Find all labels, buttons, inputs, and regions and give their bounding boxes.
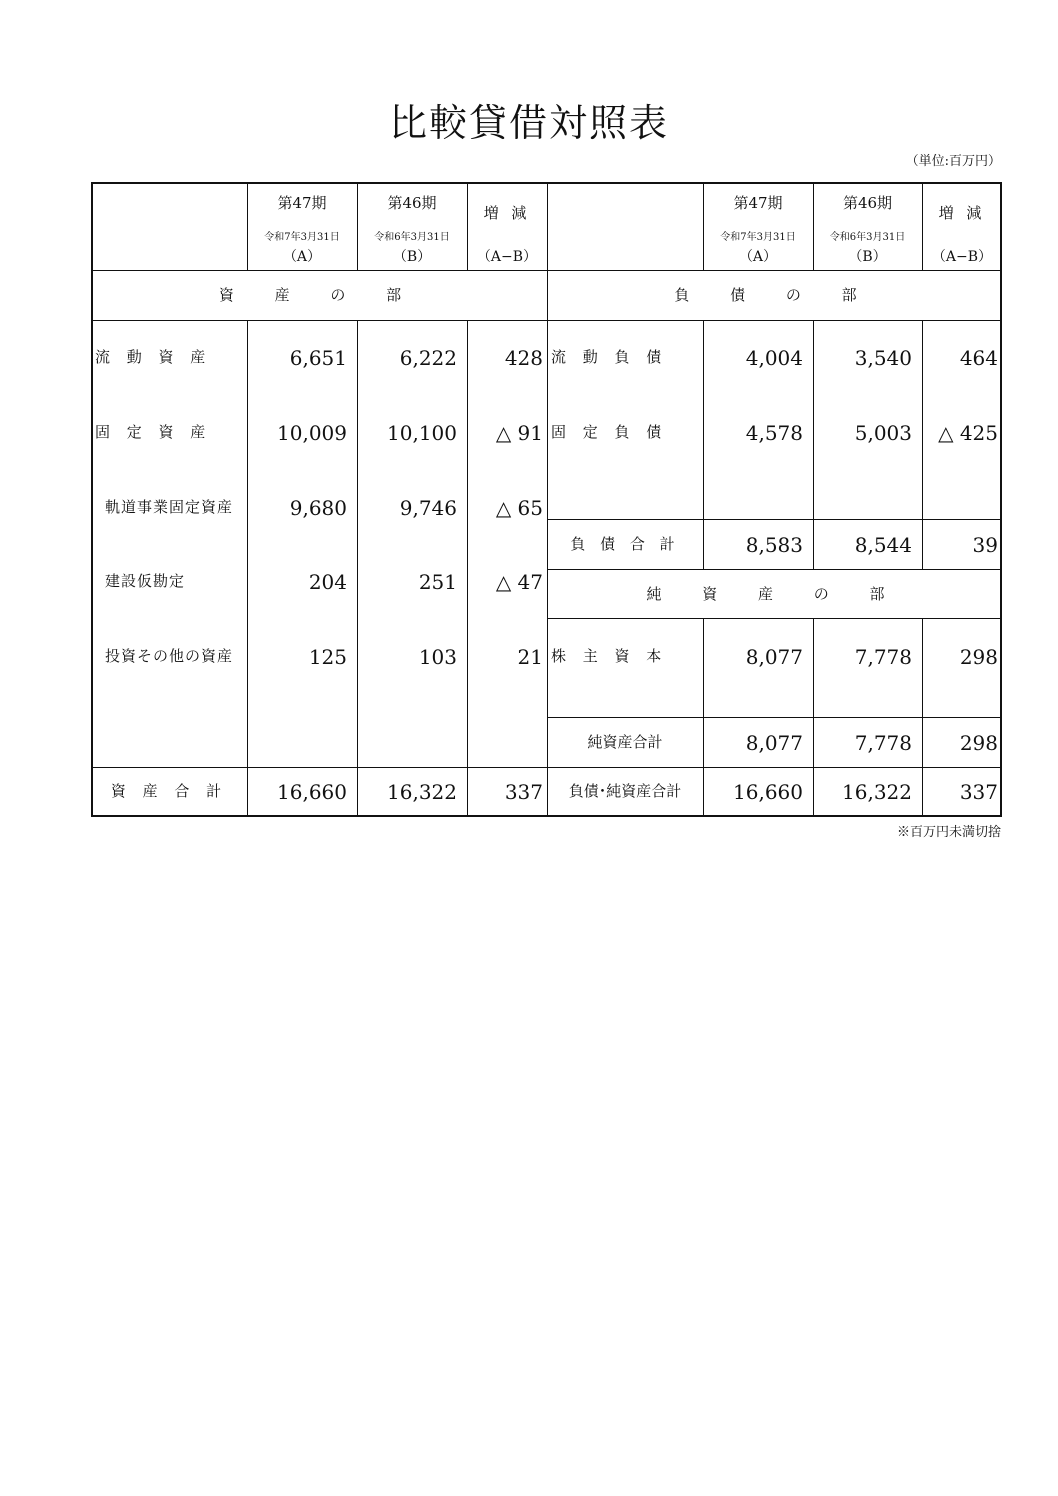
asset-value-current: 9,680	[289, 496, 347, 520]
equity-value-current: 8,077	[745, 645, 803, 669]
asset-label: 建設仮勘定	[105, 572, 186, 590]
date-label: 令和7年3月31日	[264, 232, 340, 243]
header-current-period	[247, 182, 357, 270]
assets-total-previous: 16,322	[387, 780, 457, 804]
row-divider	[547, 519, 1002, 520]
liability-label: 固 定 負 債	[551, 423, 668, 441]
header-previous-period	[813, 182, 922, 270]
row-divider	[547, 618, 1002, 619]
asset-value-current: 10,009	[277, 421, 347, 445]
column-symbol: （A−B）	[931, 249, 993, 265]
asset-value-current: 125	[308, 645, 347, 669]
column-symbol: （A）	[738, 249, 778, 265]
equity-value-difference: 298	[959, 645, 998, 669]
period-label: 第46期	[842, 194, 893, 212]
equity-label: 株 主 資 本	[551, 647, 668, 665]
section-assets: 資 産 の 部	[218, 286, 420, 304]
asset-value-difference: △ 91	[495, 421, 543, 445]
assets-total-label: 資 産 合 計	[110, 782, 228, 800]
asset-value-previous: 9,746	[399, 496, 457, 520]
difference-label: 増 減	[938, 204, 986, 222]
section-liabilities: 負 債 の 部	[674, 286, 875, 304]
asset-value-previous: 103	[418, 645, 457, 669]
net-assets-total-label: 純資産合計	[587, 733, 663, 751]
asset-value-difference: △ 47	[495, 570, 543, 594]
column-symbol: （B）	[848, 249, 887, 265]
asset-value-difference: 428	[504, 346, 543, 370]
date-label: 令和7年3月31日	[720, 232, 796, 243]
header-difference	[467, 182, 547, 270]
asset-label: 軌道事業固定資産	[105, 498, 234, 516]
asset-label: 投資その他の資産	[105, 647, 234, 665]
asset-value-current: 6,651	[289, 346, 347, 370]
asset-value-previous: 251	[418, 570, 457, 594]
difference-label: 増 減	[483, 204, 531, 222]
grand-total-difference: 337	[959, 780, 998, 804]
footnote: ※百万円未満切捨	[896, 825, 1001, 840]
grand-total-previous: 16,322	[842, 780, 912, 804]
liability-value-previous: 3,540	[854, 346, 912, 370]
period-label: 第47期	[733, 194, 783, 212]
asset-label: 固 定 資 産	[95, 423, 212, 441]
net-assets-total-previous: 7,778	[854, 731, 912, 755]
header-current-period	[703, 182, 813, 270]
liability-value-difference: 464	[959, 346, 998, 370]
document-title: 比較貸借対照表	[388, 101, 669, 145]
assets-total-difference: 337	[504, 780, 543, 804]
section-net-assets: 純 資 産 の 部	[646, 585, 903, 603]
equity-value-previous: 7,778	[854, 645, 912, 669]
liabilities-total-previous: 8,544	[854, 533, 912, 557]
liability-value-current: 4,578	[745, 421, 803, 445]
asset-value-difference: △ 65	[495, 496, 543, 520]
liability-value-difference: △ 425	[938, 421, 998, 445]
liabilities-total-label: 負 債 合 計	[570, 535, 680, 553]
liability-value-current: 4,004	[745, 346, 803, 370]
net-assets-total-difference: 298	[959, 731, 998, 755]
asset-value-previous: 10,100	[387, 421, 457, 445]
asset-value-previous: 6,222	[399, 346, 457, 370]
asset-value-difference: 21	[517, 645, 543, 669]
balance-sheet-table	[91, 182, 1002, 817]
row-divider	[547, 717, 1002, 718]
col-divider	[547, 182, 548, 270]
header-difference	[922, 182, 1002, 270]
header-previous-period	[357, 182, 467, 270]
grand-total-label: 負債･純資産合計	[568, 782, 682, 800]
asset-label: 流 動 資 産	[95, 348, 212, 366]
period-label: 第47期	[277, 194, 327, 212]
column-symbol: （A−B）	[476, 249, 538, 265]
asset-value-current: 204	[308, 570, 347, 594]
liabilities-total-difference: 39	[972, 533, 998, 557]
date-label: 令和6年3月31日	[829, 232, 906, 243]
date-label: 令和6年3月31日	[374, 232, 450, 243]
grand-total-current: 16,660	[733, 780, 803, 804]
net-assets-total-current: 8,077	[745, 731, 803, 755]
unit-label: （単位:百万円）	[905, 154, 1001, 169]
column-symbol: （B）	[392, 249, 432, 265]
period-label: 第46期	[387, 194, 437, 212]
assets-total-current: 16,660	[277, 780, 347, 804]
liabilities-total-current: 8,583	[745, 533, 803, 557]
column-symbol: （A）	[282, 249, 322, 265]
liability-value-previous: 5,003	[854, 421, 912, 445]
liability-label: 流 動 負 債	[551, 348, 668, 366]
